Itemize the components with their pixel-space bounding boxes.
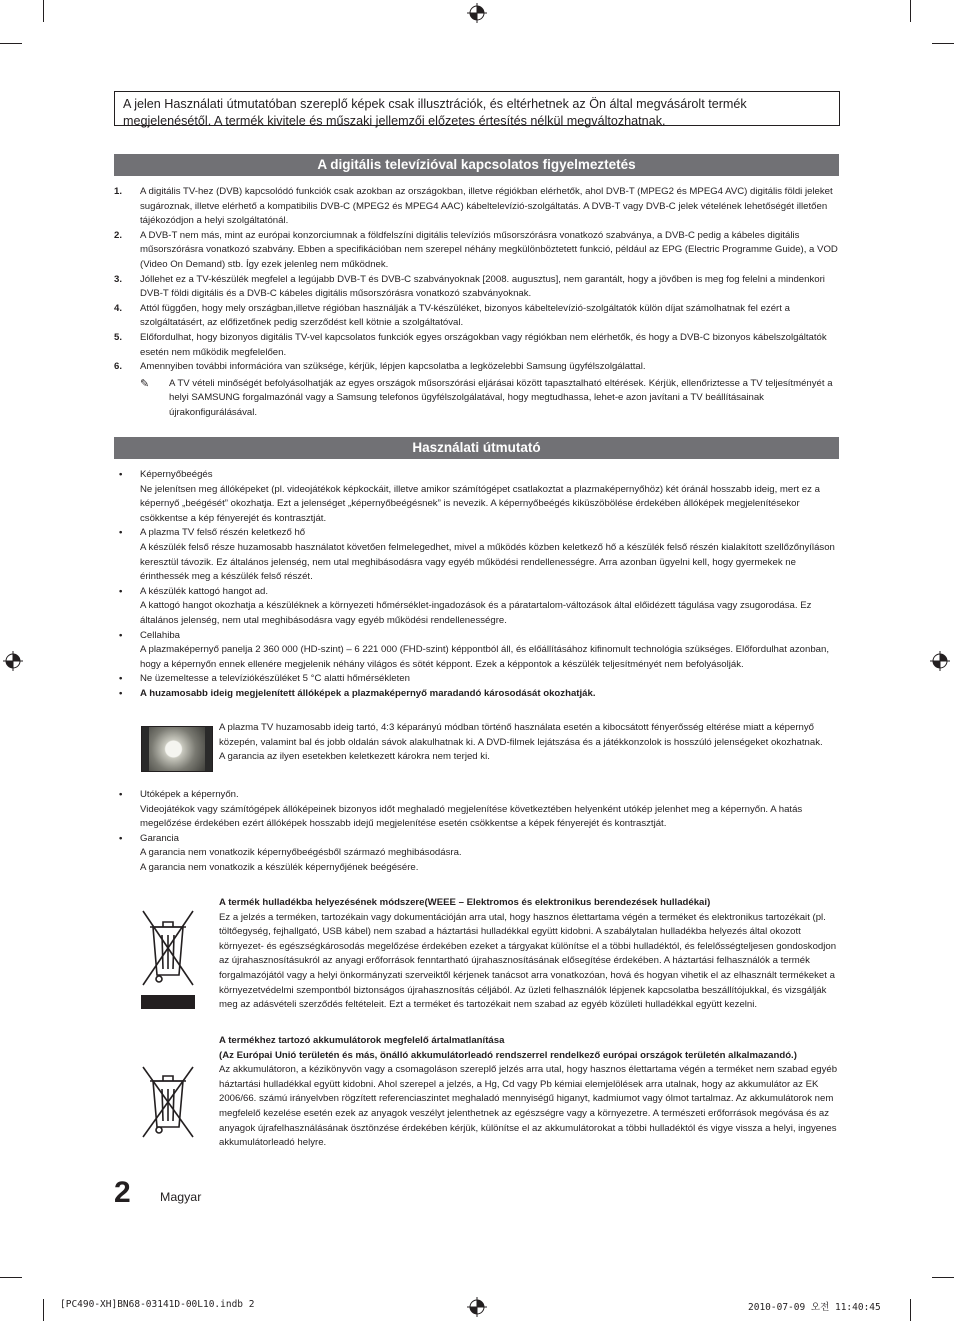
print-file-info: [PC490-XH]BN68-03141D-00L10.indb 2 — [60, 1299, 255, 1310]
item-text: Amennyiben további információra van szüksége, kérjük, lépjen kapcsolatba a legközelebbi Samsung ügyfélszolgálattal. — [140, 361, 646, 373]
list-item — [114, 687, 839, 702]
list-item — [114, 585, 839, 629]
item-number: 6. — [114, 361, 123, 373]
note-text: A TV vételi minőségét befolyásolhatják az egyes országok műsorszórási eljárásai között tapasztalható eltérések. Kérjük, ellenőriztesse a TV teljesítményét a helyi SAMSUNG forgalmazónál vagy a Samsung telefonos ügyfélszolgálatával, hogy megtudhassa, lehet-e azon javítani a TV beállításainak újrakonfigurálásával. — [169, 377, 833, 418]
crop-mark — [43, 1299, 44, 1321]
pencil-note-icon: ✎ — [140, 377, 150, 390]
item-text: A digitális TV-hez (DVB) kapcsolódó funkciók csak azokban az országokban, illetve régiókban elérhetők, ahol DVB-T (MPEG2 és MPEG4 AVC) digitális földi jeleket sugároznak, illetve elérhető a kompatibilis DVB-C (MPEG2 és MPEG4 AAC) kábeltelevízió-szolgáltatás. A DVB-T vagy DVB-C jelek vételének lehetőségét illetően tájékozódjon a helyi szolgáltatónál. — [140, 186, 833, 227]
item-title: A készülék kattogó hangot ad. — [140, 585, 269, 597]
item-text: A DVB-T nem más, mint az európai konzorciumnak a földfelszíni digitális televíziós műsorszórásra vonatkozó szabványa, a DVB-C pedig a kábeles digitális műsorszórásra vonatkozó szabvány. Ebben a specifikációban nem szerepel néhány megkülönböztetett funkció, például az EPG (Electric Programme Guide), a VOD (Video On Demand) stb. Így ezek jelenleg nem működnek. — [140, 229, 838, 270]
item-number: 5. — [114, 331, 123, 343]
list-item — [114, 788, 839, 832]
battery-section — [219, 1034, 839, 1151]
item-number: 3. — [114, 273, 123, 285]
item-number: 4. — [114, 302, 123, 314]
item-text: A garancia nem vonatkozik a készülék képernyőjének beégésére. — [140, 861, 419, 873]
thumbnail-text: A plazma TV huzamosabb ideig tartó, 4:3 képarányú módban történő használata esetén a kibocsátott fényerősség eltérése miatt a képernyő közepén, valamint bal és jobb oldalán sávok alakulhatnak ki. A DVD-filmek lejátszása és a játékkonzolok is hosszúló jelenségeket okozhatnak. — [219, 722, 823, 748]
list-item — [114, 832, 839, 876]
battery-text: Az akkumulátoron, a kézikönyvön vagy a csomagoláson szereplő jelzés arra utal, hogy hasznos élettartama végén a terméket nem szabad egyéb háztartási hulladékkal együtt kidobni. Ahol szerepel a jelzés, a Hg, Cd vagy Pb kémiai elemjelölések arra utalnak, hogy az akkumulátor az EK 2006/66. számú irányelvben rögzített referenciaszintet meghaladó mennyiségű higanyt, kadmiumot vagy ólmot tartalmaz. Az akkumulátorok nem megfelelő kezelése esetén ezek az anyagok veszélyt jelenthetnek az egészségre vagy a környezetre. A természeti erőforrások megóvása és az anyagok újrafelhasználásának ösztönzése érdekében kérjük, különítse el az akkumulátorokat a többi hulladéktól és vigye vissza a helyi, ingyenes akkumulátorleadó helyre. — [219, 1064, 838, 1149]
bullet-icon: • — [119, 687, 123, 699]
item-number: 1. — [114, 186, 123, 197]
item-text: A garancia nem vonatkozik képernyőbeégésből származó meghibásodásra. — [140, 847, 462, 859]
crossed-out-bin-icon — [139, 905, 197, 1011]
item-title: Utóképek a képernyőn. — [140, 789, 239, 800]
item-title: A plazma TV felső részén keletkező hő — [140, 527, 306, 539]
list-item — [114, 360, 839, 375]
item-text: Videojátékok vagy számítógépek állóképeinek bizonyos időt meghaladó megjelenítése következtében helyenként utókép jelenhet meg a képernyőn. A hatás megelőzése érdekében ezért állóképek hosszabb idejű megjelenítése esetén csökkentse a képek fényerejét és kontrasztját. — [140, 803, 803, 830]
bullet-icon: • — [119, 469, 123, 480]
weee-title: A termék hulladékba helyezésének módszere(WEEE – Elektromos és elektronikus berendezések hulladékai) — [219, 897, 711, 908]
thumbnail-text-warranty: A garancia az ilyen esetekben keletkezett károkra nem terjed ki. — [219, 751, 490, 763]
item-title: Ne üzemeltesse a televíziókészüléket 5 °C alatti hőmérsékleten — [140, 673, 410, 685]
list-item — [114, 273, 839, 302]
item-title: A huzamosabb ideig megjelenített állóképek a plazmaképernyő maradandó károsodását okozhatják. — [140, 687, 596, 699]
list-item — [114, 229, 839, 273]
weee-section — [219, 896, 839, 1013]
bullet-icon: • — [119, 673, 123, 685]
item-title: Képernyőbeégés — [140, 469, 213, 480]
item-text: A készülék felső része huzamosabb használatot követően felmelegedhet, mivel a működés közben keletkező hő a készülék felső részén kialakított szellőzőnyíláson keresztül távozik. Ez általános jelenség, nem utal meghibásodásra vagy egyéb működési rendellenességre. Arra azonban ügyelni kell, hogy gyermekek ne érinthessék meg a készülék felső részét. — [140, 541, 835, 583]
crop-mark — [0, 1277, 22, 1278]
print-timestamp: 2010-07-09 오전 11:40:45 — [748, 1302, 881, 1313]
item-text: A kattogó hangot okozhatja a készüléknek a környezeti hőmérséklet-ingadozások és a páratartalom-változások által előidézett tágulása vagy zsugorodása. Ez általános jelenség, nem utal meghibásodásra vagy egyéb működési rendellenességre. — [140, 600, 812, 626]
crop-mark — [0, 43, 22, 44]
list-item — [114, 331, 839, 360]
bullet-icon: • — [119, 585, 123, 597]
list-item — [114, 526, 839, 584]
bullet-icon: • — [119, 789, 123, 800]
item-text: Jóllehet ez a TV-készülék megfelel a legújabb DVB-T és DVB-C szabványoknak [2008. augusztus], nem garantált, hogy a jövőben is meg fog felelni a mindenkori DVB-T földi digitális és a DVB-C kábeles digitális műsorszórásra vonatkozó szabványoknak. — [140, 273, 825, 300]
crop-mark — [910, 0, 911, 22]
item-text: Attól függően, hogy mely országban,illetve régióban használják a TV-készüléket, bizonyos kábeltelevízió-szolgáltatók külön díjat számolhatnak fel ezért a szolgáltatásért, az előfizetőnek pedig szerződést kell kötnie a szolgáltatóval. — [140, 302, 790, 329]
list-item — [114, 302, 839, 331]
bullet-icon: • — [119, 527, 123, 539]
registration-mark-icon — [467, 3, 487, 23]
item-title: Cellahiba — [140, 629, 181, 641]
side-bar — [205, 727, 212, 771]
list-item — [114, 629, 839, 673]
item-title: Garancia — [140, 832, 179, 844]
item-text: A plazmaképernyő panelja 2 360 000 (HD-szint) – 6 221 000 (FHD-szint) képpontból áll, és előállításához kifinomult technológia szükséges. Előfordulhat azonban, hogy a képernyőn ennek ellenére megjelenik néhány világos és sötét képpont. Ezek a képpontok a készülék teljesítményét nem befolyásolják. — [140, 644, 830, 670]
crossed-out-bin-icon — [139, 1063, 197, 1139]
digital-tv-warning-list — [114, 185, 839, 421]
registration-mark-icon — [3, 651, 23, 671]
crop-mark — [910, 1299, 911, 1321]
note — [114, 377, 839, 421]
item-number: 2. — [114, 229, 123, 241]
bullet-icon: • — [119, 832, 123, 844]
battery-subtitle: (Az Európai Unió területén és más, önálló akkumulátorleadó rendszerrel rendelkező európai országok területén alkalmazandó.) — [219, 1049, 797, 1061]
weee-text: Ez a jelzés a terméken, tartozékain vagy dokumentációján arra utal, hogy hasznos élettartama végén a terméket és elektronikus tartozékait (pl. töltőegység, fejhallgató, USB kábel) nem szabad a háztartási hulladékkal együtt kidobni. A szabálytalan hulladékba helyezés által okozott környezet- és egészségkárosodás megelőzése érdekében ezeket a tárgyakat különítse el a többi hulladéktól, és felelősségteljesen gondoskodjon az újrahasznosításukról az anyagi erőforrások fenntartható újrahasznosításának elősegítése érdekében. A háztartási felhasználók a termék forgalmazójától vagy a helyi önkormányzati szerveiktől kérjenek tanácsot arra vonatkozóan, hová és hogyan vihetik el az elhasznált termékeket a környezetvédelmi szempontból biztonságos újrahasznosítás céljából. Az üzleti felhasználók lépjenek kapcsolatba beszállítójukkal, és vizsgálják meg az adásvételi szerződés feltételeit. Ezt a terméket és tartozékait nem szabad az egyéb közületi hulladékkal együtt kezelni. — [219, 911, 837, 1011]
crop-mark — [932, 43, 954, 44]
item-text: Előfordulhat, hogy bizonyos digitális TV-vel kapcsolatos funkciók egyes országokban vagy régiókban nem elérhetők, és hogy a DVB-C bizonyos kábelszolgáltatók esetén nem működik megfelelően. — [140, 331, 827, 358]
side-bar — [142, 727, 149, 771]
thumbnail-caption — [219, 721, 839, 765]
registration-mark-icon — [467, 1297, 487, 1317]
item-text: Ne jelenítsen meg állóképeket (pl. videojátékok képkockáit, illetve amikor számítógépet csatlakoztat a plazmaképernyőhöz) két óránál hosszabb ideig, mert ez a képernyő „beégését” okozhatja. Ezt a jelenséget „képernyőbeégésnek” is nevezik. A képernyőbeégés kiküszöbölése érdekében állóképek megjelenítésekor csökkentse a kép fényerejét és kontrasztját. — [140, 483, 820, 524]
list-item — [114, 185, 839, 229]
plasma-screen-thumbnail — [141, 726, 213, 772]
crop-mark — [932, 1277, 954, 1278]
section-heading-digital-tv: A digitális televízióval kapcsolatos figyelmeztetés — [114, 154, 839, 176]
crop-mark — [43, 0, 44, 22]
page-number: 2 — [114, 1176, 131, 1209]
registration-mark-icon — [930, 651, 950, 671]
notice-box: A jelen Használati útmutatóban szereplő képek csak illusztrációk, és eltérhetnek az Ön által megvásárolt termék megjelenésétől. A termék kivitele és műszaki jellemzői előzetes értesítés nélkül megváltozhatnak. — [114, 91, 840, 126]
section-heading-user-guide: Használati útmutató — [114, 437, 839, 459]
user-guide-list — [114, 468, 839, 702]
list-item — [114, 672, 839, 687]
page-language: Magyar — [160, 1190, 202, 1204]
user-guide-list-continued — [114, 788, 839, 876]
list-item — [114, 468, 839, 526]
battery-title: A termékhez tartozó akkumulátorok megfelelő ártalmatlanítása — [219, 1035, 505, 1046]
bullet-icon: • — [119, 629, 123, 641]
